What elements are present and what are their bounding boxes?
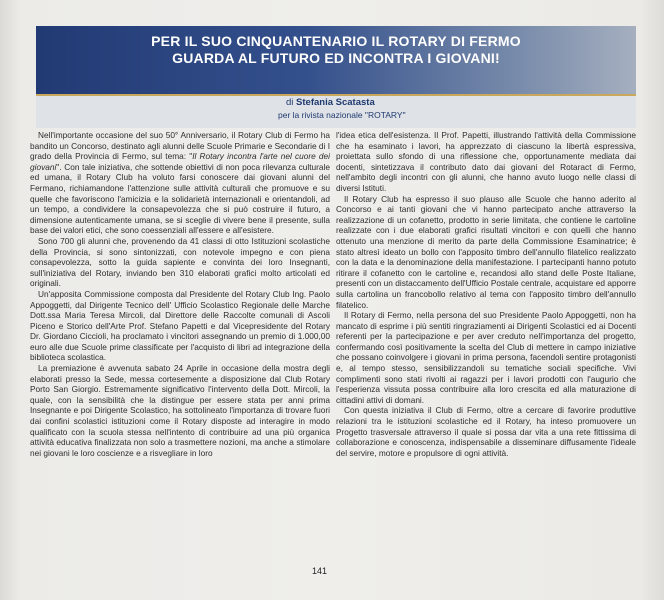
right-paragraph-2: Il Rotary Club ha espresso il suo plauso alle Scuole che hanno aderito al Concorso e ai tanti giovani che vi hanno partecipato anche attraverso la realizzazione di un cofanetto, prodotto in serie limitata, che contiene le cartoline realizzate con i due elaborati grafici risultati vincitori e con quelli che hanno ottenuto una menzione di merito da parte della Commissione Esaminatrice; è stato altresì ideato un bollo con l'apposito timbro dell'annullo filatelico realizzato con la data e la denominazione della manifestazione. I partecipanti hanno potuto ritirare il cofanetto con le cartoline e, recandosi allo stand delle Poste Italiane, presenti con un distaccamento dell'Ufficio Postale centrale, acquistare ed apporre sulla cartolina un francobollo relativo al tema con l'apposito timbro dell'annullo filatelico. [336, 193, 636, 310]
left-paragraph-1 [30, 130, 330, 236]
left-column [30, 130, 330, 458]
left-paragraph-4: La premiazione è avvenuta sabato 24 Aprile in occasione della mostra degli elaborati presso la Sede, messa cortesemente a disposizione dal Club Rotary Porto San Giorgio. Estremamente significativo l'intervento della Dott. Mircoli, la quale, con la sensibilità che la distingue per essere stata per anni prima Insegnante e poi Dirigente Scolastico, ha sottolineato l'importanza di trovare fuori dai confini scolastici istituzioni come il Rotary disposte ad interagire in modo qualificato con la scuola stessa nell'intento di contribuire ad una più organica attività educativa finalizzata non solo a trasmettere nozioni, ma anche a stimolare nei giovani le loro coscienze e a risvegliare in loro [30, 363, 330, 458]
left-p1-text-b: ". Con tale iniziativa, che sottende obiettivi di non poca rilevanza culturale ed umana, il Rotary Club ha voluto farsi conoscere dai giovani alunni del Fermano, richiamandone l'attenzione sulle attività culturali che promuove e su quelle che favoriscono l'amicizia e la solidarietà internazionali e orientandoli, ad un tempo, a condividere la consapevolezza che si può costruire il futuro, a dimensione autenticamente umana, se si sceglie di vivere bene il presente, sulla base dei valori etici, che sono coessenziali all'essere e all'esistere. [30, 161, 330, 236]
right-paragraph-3: Il Rotary di Fermo, nella persona del suo Presidente Paolo Appoggetti, non ha mancato di esprime i più sentiti ringraziamenti ai Dirigenti Scolastici ed ai Docenti referenti per la partecipazione e per aver creduto nell'importanza del progetto, confermando così positivamente la scelta del Club di mettere in campo iniziative che possano coinvolgere i giovani in prima persona, facendoli sentire protagonisti e, al tempo stesso, sensibilizzandoli su tematiche sociali specifiche. Vivi complimenti sono stati rivolti ai ragazzi per i lavori prodotti con l'augurio che l'esperienza vissuta possa contribuire alla loro crescita ed alla maturazione di cittadini attivi di domani. [336, 310, 636, 405]
article-title [36, 33, 636, 67]
article-title-banner [36, 26, 636, 97]
byline-prefix: di [286, 97, 297, 108]
title-line-1: PER IL SUO CINQUANTENARIO IL ROTARY DI FERMO [151, 33, 521, 49]
right-column [336, 130, 636, 458]
left-paragraph-3: Un'apposita Commissione composta dal Presidente del Rotary Club Ing. Paolo Appoggetti, dal Dirigente Tecnico dell' Ufficio Scolastico Regionale delle Marche Dott.ssa Maria Teresa Mircoli, dal Direttore delle Raccolte comunali di Ascoli Piceno e Storico dell'Arte Prof. Stefano Papetti e dal Vicepresidente del Rotary Dr. Giordano Ciccioli, ha proclamato i vincitori assegnando un premio di 1.000,00 euro alle due Scuole prime classificate per l'acquisto di libri ad integrazione della biblioteca scolastica. [30, 288, 330, 363]
byline-bar [36, 96, 636, 128]
author-name: Stefania Scatasta [296, 97, 375, 108]
right-paragraph-1: l'idea etica dell'esistenza. Il Prof. Papetti, illustrando l'attività della Commissione che ha esaminato i lavori, ha apprezzato di ciascuno la libertà espressiva, proiettata sullo sfondo di una riflessione che, opportunamente mediata dai docenti, sintetizzava il contributo dato dai giovani del Rotaract di Fermo, nell'ambito degli incontri con gli alunni, che hanno avuto luogo nelle classi di diversi Istituti. [336, 130, 636, 193]
left-paragraph-2: Sono 700 gli alunni che, provenendo da 41 classi di otto Istituzioni scolastiche della Provincia, si sono sintonizzati, con notevole impegno e con piena consapevolezza, sotto la guida sapiente e convinta dei loro Insegnanti, sull'iniziativa del Rotary, inviando ben 310 elaborati grafici molto articolati ed originali. [30, 235, 330, 289]
left-p1-text-a: Nell'importante occasione del suo 50° Anniversario, il Rotary Club di Fermo ha bandito un Concorso, destinato agli alunni delle Scuole Primarie e Secondarie di I grado della Provincia di Fermo, sul tema: " [30, 130, 330, 162]
author-line [286, 97, 375, 108]
page-number: 141 [312, 566, 328, 576]
publication-line: per la rivista nazionale "ROTARY" [278, 110, 406, 120]
title-line-2: GUARDA AL FUTURO ED INCONTRA I GIOVANI! [172, 50, 500, 66]
left-p1-italic-theme: Il Rotary incontra l'arte nel cuore dei giovani [30, 151, 331, 172]
right-paragraph-4: Con questa iniziativa il Club di Fermo, oltre a cercare di favorire produttive relazioni tra le istituzioni scolastiche ed il Rotary, ha inteso promuovere un Progetto trasversale attraverso il quale si possa dar vita a una rete fittissima di collaborazione e conoscenza, indispensabile a disseminare diffusamente l'ideale del servire, motore e propulsore di ogni attività. [336, 405, 636, 458]
